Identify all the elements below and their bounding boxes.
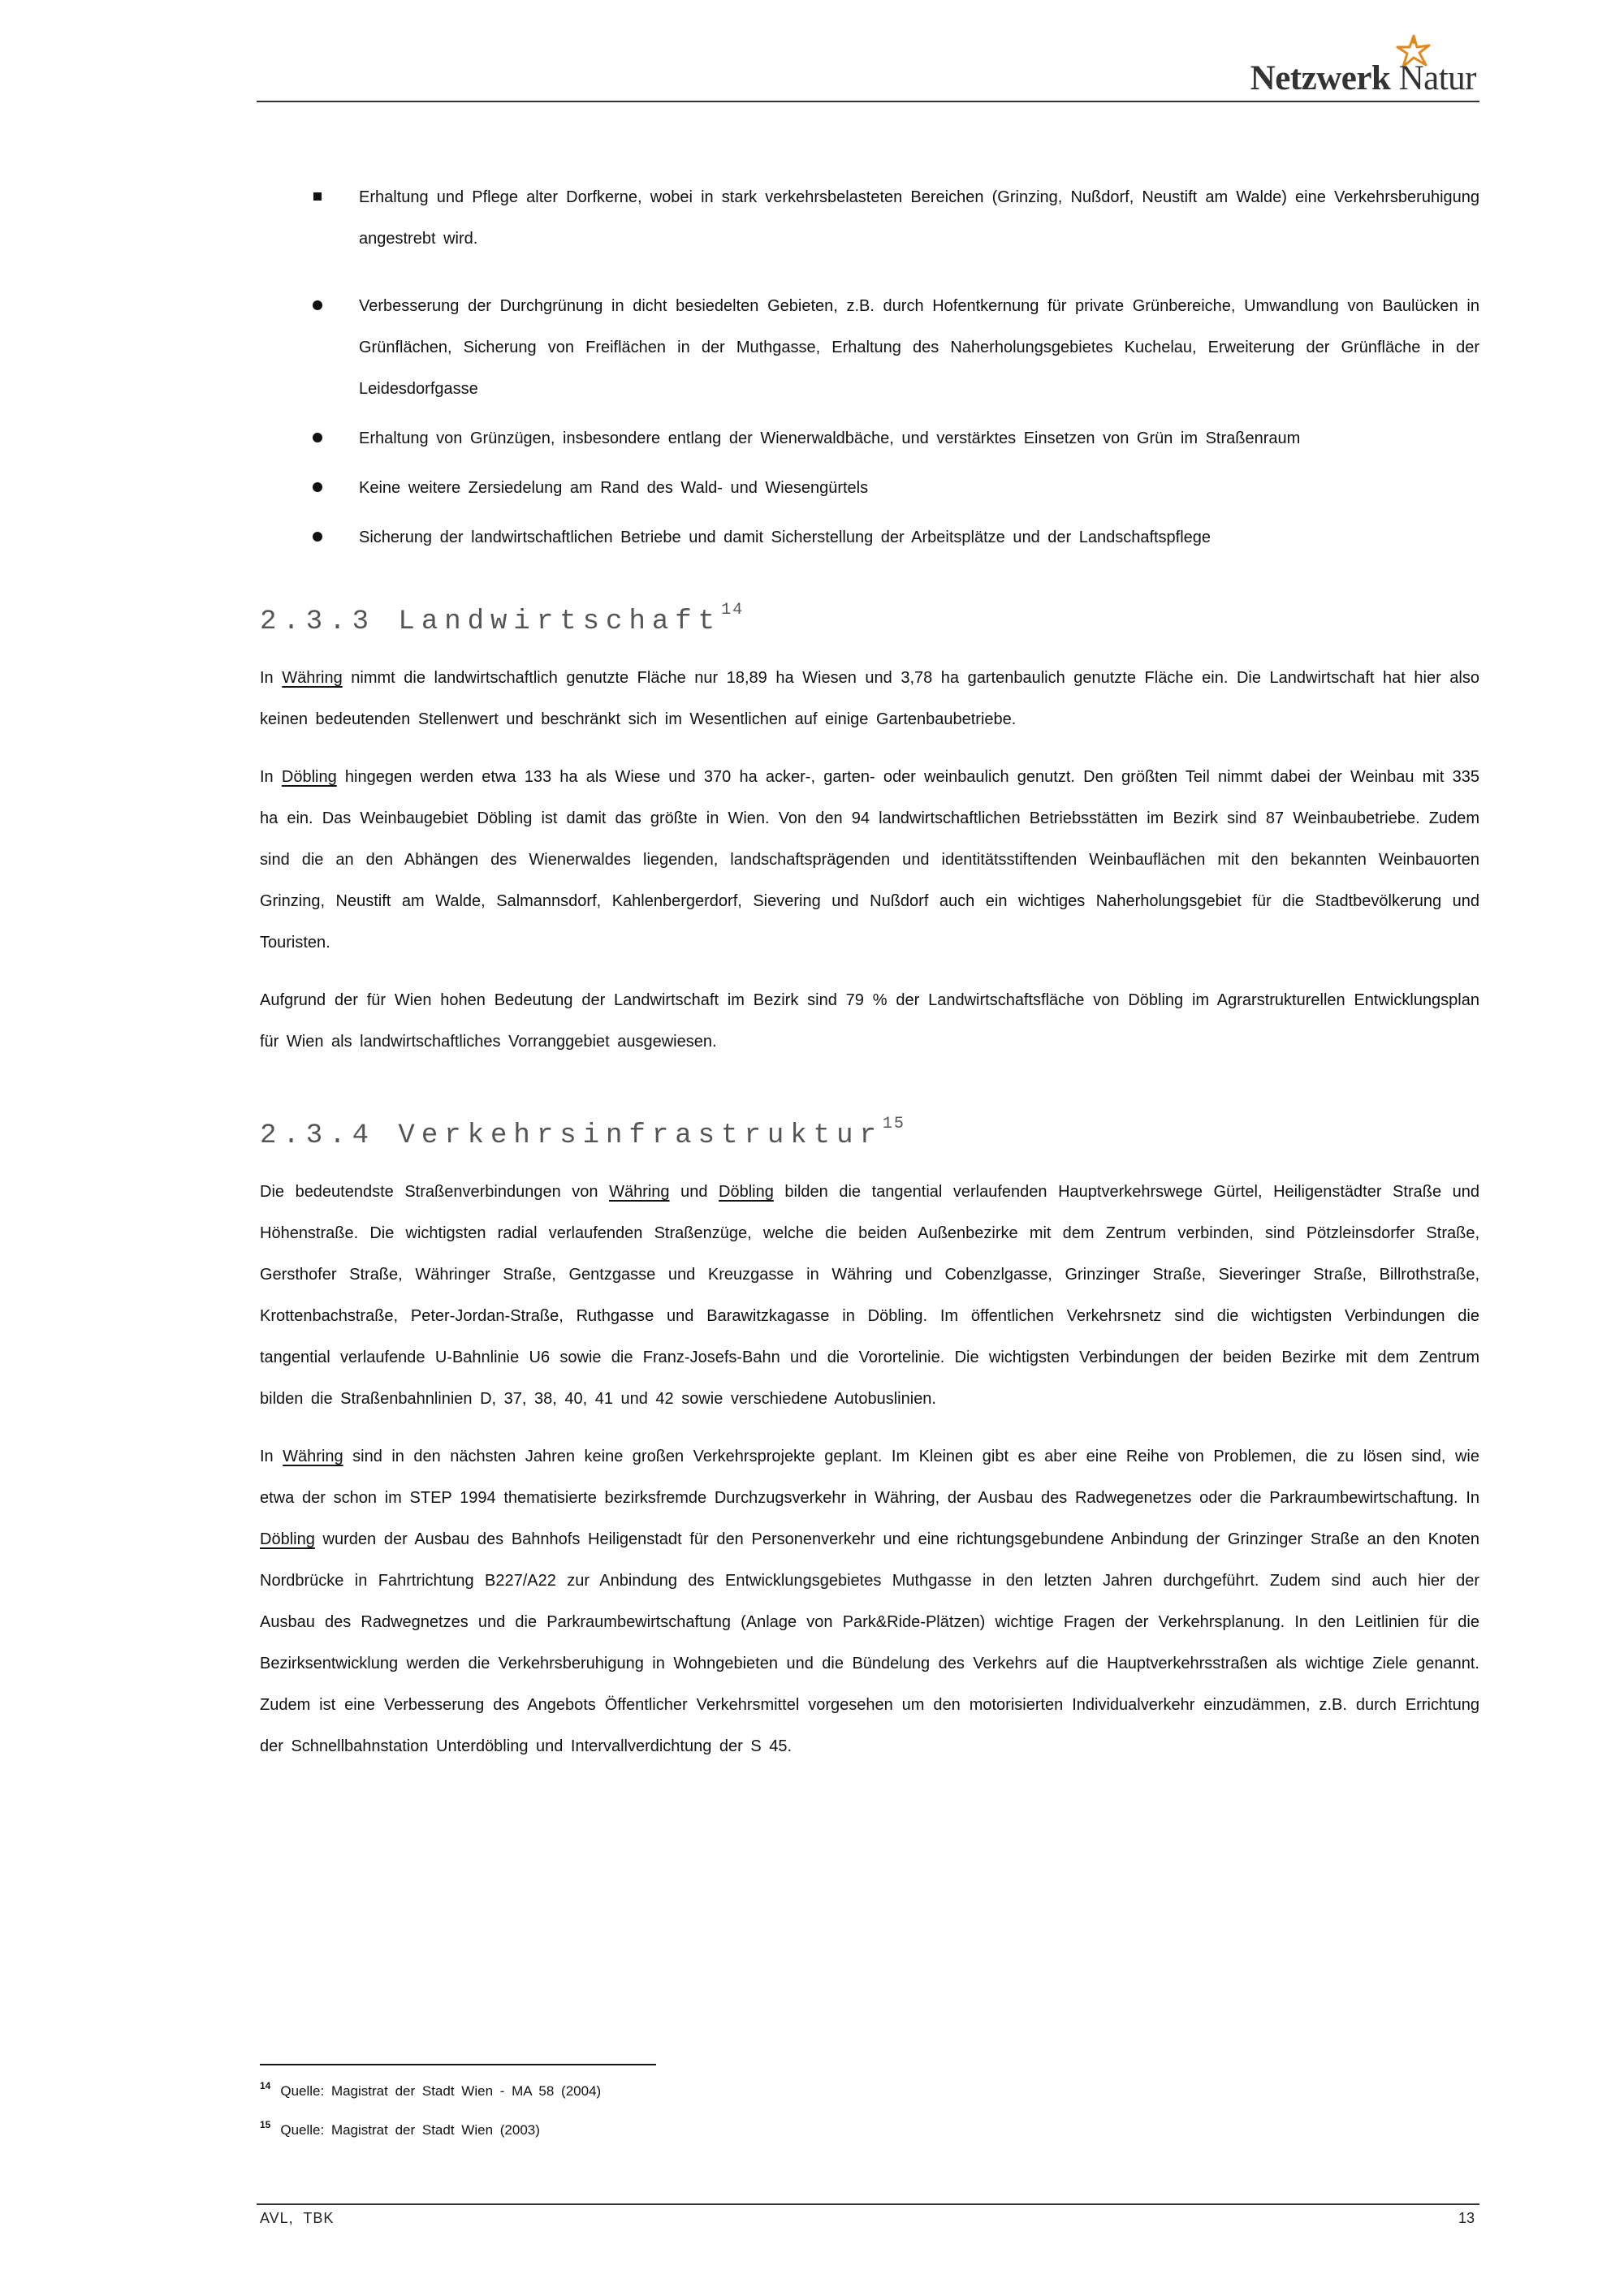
district-link-doebling[interactable]: Döbling <box>260 1530 315 1548</box>
list-item: Erhaltung und Pflege alter Dorfkerne, wobei in stark verkehrsbelasteten Bereichen (Grinzing, Nußdorf, Neustift am Walde) eine Verkehrsberuhigung angestrebt wird. <box>260 177 1479 260</box>
district-link-waehring[interactable]: Währing <box>609 1183 670 1201</box>
paragraph: In Döbling hingegen werden etwa 133 ha als Wiese und 370 ha acker-, garten- oder weinbaulich genutzt. Den größten Teil nimmt dabei der Weinbau mit 335 ha ein. Das Weinbaugebiet Döbling ist damit das größte in Wien. Von den 94 landwirtschaftlichen Betriebsstätten im Bezirk sind 87 Weinbaubetriebe. Zudem sind die an den Abhängen des Wienerwaldes liegenden, landschaftsprägenden und identitätsstiftenden Weinbauflächen mit den bekannten Weinbauorten Grinzing, Neustift am Walde, Salmannsdorf, Kahlenbergerdorf, Sievering und Nußdorf auch ein wichtiges Naherholungsgebiet für die Stadtbevölkerung und Touristen. <box>260 768 1479 952</box>
section-heading-verkehrsinfrastruktur: 2.3.4 Verkehrsinfrastruktur$^{15}$ <box>260 1115 905 1151</box>
footnote-ref[interactable]: 14 <box>721 601 745 619</box>
logo-wordmark: Netzwerk Natur <box>1250 59 1476 97</box>
header-divider <box>257 101 1479 102</box>
paragraph: In Währing nimmt die landwirtschaftlich genutzte Fläche nur 18,89 ha Wiesen und 3,78 ha gartenbaulich genutzte Fläche ein. Die Landwirtschaft hat hier also keinen bedeutenden Stellenwert und beschränkt sich im Wesentlichen auf einige Gartenbaubetriebe. <box>260 669 1479 728</box>
netzwerk-natur-logo <box>1216 31 1476 99</box>
page-number: 13 <box>1458 2210 1475 2226</box>
round-bullet-icon <box>309 296 326 314</box>
list-item: Sicherung der landwirtschaftlichen Betriebe und damit Sicherstellung der Arbeitsplätze und der Landschaftspflege <box>260 517 1479 559</box>
footnote: $^{14}$ Quelle: Magistrat der Stadt Wien - MA 58 (2004) <box>260 2080 602 2099</box>
footer-authors: AVL, TBK <box>260 2210 335 2226</box>
district-link-waehring[interactable]: Währing <box>282 669 343 687</box>
list-item: Verbesserung der Durchgrünung in dicht besiedelten Gebieten, z.B. durch Hofentkernung für private Grünbereiche, Umwandlung von Baulücken in Grünflächen, Sicherung von Freiflächen in der Muthgasse, Erhaltung des Naherholungsgebietes Kuchelau, Erweiterung der Grünfläche in der Leidesdorfgasse <box>260 286 1479 410</box>
section-heading-landwirtschaft: 2.3.3 Landwirtschaft$^{14}$ <box>260 601 745 637</box>
district-link-doebling[interactable]: Döbling <box>281 768 337 786</box>
footnote-ref[interactable]: 15 <box>882 1115 905 1133</box>
footer-divider <box>257 2203 1479 2205</box>
bullet-list <box>260 177 1479 559</box>
paragraph: Aufgrund der für Wien hohen Bedeutung der Landwirtschaft im Bezirk sind 79 % der Landwirtschaftsfläche von Döbling im Agrarstrukturellen Entwicklungsplan für Wien als landwirtschaftliches Vorranggebiet ausgewiesen. <box>260 991 1479 1051</box>
round-bullet-icon <box>309 478 326 496</box>
footnote-divider <box>260 2064 656 2065</box>
round-bullet-icon <box>309 528 326 546</box>
main-content <box>260 177 1479 1767</box>
footnote: $^{15}$ Quelle: Magistrat der Stadt Wien (2003) <box>260 2119 540 2138</box>
paragraph: Die bedeutendste Straßenverbindungen von Währing und Döbling bilden die tangential verlaufenden Hauptverkehrswege Gürtel, Heiligenstädter Straße und Höhenstraße. Die wichtigsten radial verlaufenden Straßenzüge, welche die beiden Außenbezirke mit dem Zentrum verbinden, sind Pötzleinsdorfer Straße, Gersthofer Straße, Währinger Straße, Gentzgasse und Kreuzgasse in Währing und Cobenzlgasse, Grinzinger Straße, Sieveringer Straße, Billrothstraße, Krottenbachstraße, Peter-Jordan-Straße, Ruthgasse und Barawitzkagasse in Döbling. Im öffentlichen Verkehrsnetz sind die wichtigsten Verbindungen die tangential verlaufende U-Bahnlinie U6 sowie die Franz-Josefs-Bahn und die Vorortelinie. Die wichtigsten Verbindungen der beiden Bezirke mit dem Zentrum bilden die Straßenbahnlinien D, 37, 38, 40, 41 und 42 sowie verschiedene Autobuslinien. <box>260 1183 1479 1408</box>
list-item: Erhaltung von Grünzügen, insbesondere entlang der Wienerwaldbäche, und verstärktes Einsetzen von Grün im Straßenraum <box>260 418 1479 460</box>
list-item: Keine weitere Zersiedelung am Rand des Wald- und Wiesengürtels <box>260 468 1479 509</box>
square-bullet-icon <box>309 188 326 205</box>
round-bullet-icon <box>309 429 326 447</box>
district-link-doebling[interactable]: Döbling <box>719 1183 774 1201</box>
paragraph: In Währing sind in den nächsten Jahren keine großen Verkehrsprojekte geplant. Im Kleinen gibt es aber eine Reihe von Problemen, die zu lösen sind, wie etwa der schon im STEP 1994 thematisierte bezirksfremde Durchzugsverkehr in Währing, der Ausbau des Radwegenetzes oder die Parkraumbewirtschaftung. In Döbling wurden der Ausbau des Bahnhofs Heiligenstadt für den Personenverkehr und eine richtungsgebundene Anbindung der Grinzinger Straße an den Knoten Nordbrücke in Fahrtrichtung B227/A22 zur Anbindung des Entwicklungsgebietes Muthgasse in den letzten Jahren durchgeführt. Zudem sind auch hier der Ausbau des Radwegnetzes und die Parkraumbewirtschaftung (Anlage von Park&Ride-Plätzen) wichtige Fragen der Verkehrsplanung. In den Leitlinien für die Bezirksentwicklung werden die Verkehrsberuhigung in Wohngebieten und die Bündelung des Verkehrs auf die Hauptverkehrsstraßen als wichtige Ziele genannt. Zudem ist eine Verbesserung des Angebots Öffentlicher Verkehrsmittel vorgesehen um den motorisierten Individualverkehr einzudämmen, z.B. durch Errichtung der Schnellbahnstation Unterdöbling und Intervallverdichtung der S 45. <box>260 1448 1479 1755</box>
district-link-waehring[interactable]: Währing <box>283 1448 343 1465</box>
